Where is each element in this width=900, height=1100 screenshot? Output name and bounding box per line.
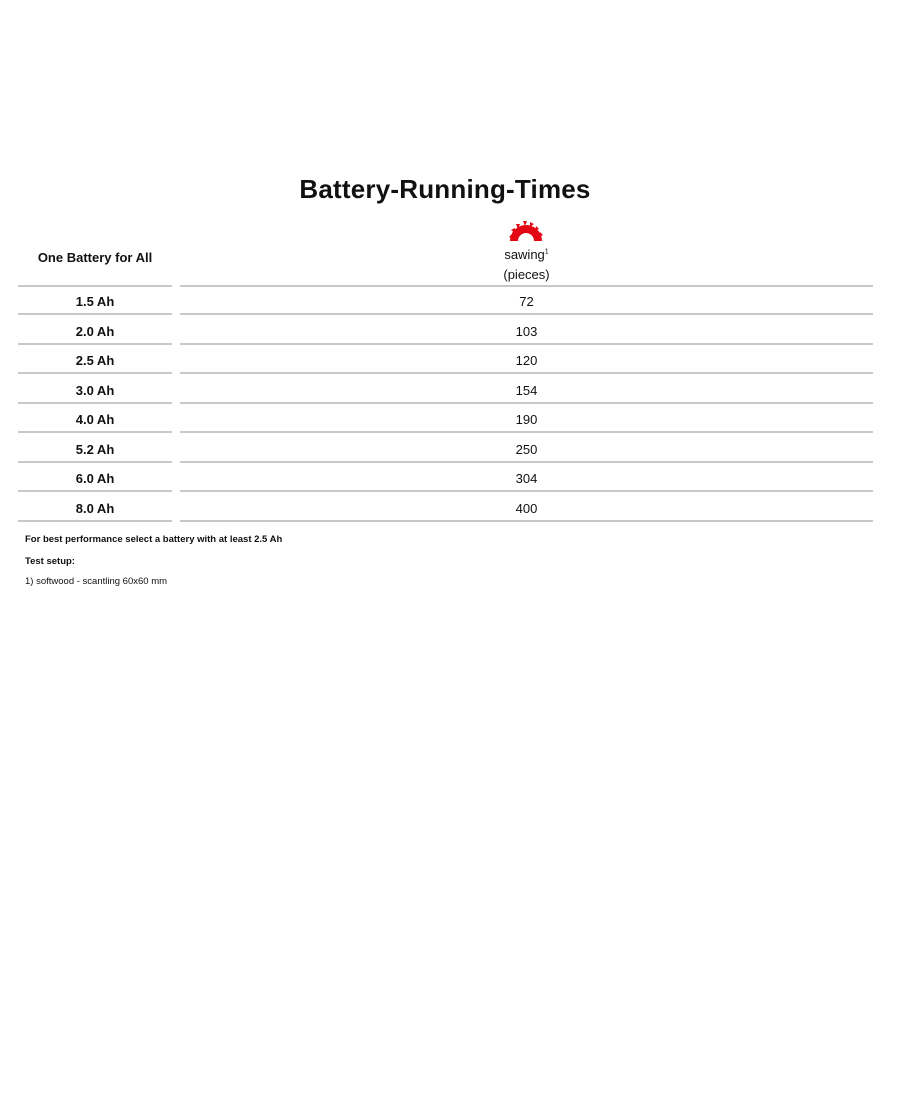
footnote-marker: 1 — [544, 248, 549, 256]
sawing-pieces: 304 — [515, 471, 538, 486]
sawing-unit: (pieces) — [503, 267, 550, 282]
battery-capacity: 5.2 Ah — [75, 441, 115, 457]
sawing-pieces: 154 — [515, 382, 538, 398]
table-rule — [180, 520, 873, 522]
table-row — [0, 315, 900, 345]
sawing-pieces: 103 — [515, 323, 538, 339]
table-row — [0, 285, 900, 315]
sawing-pieces: 190 — [515, 412, 538, 427]
test-setup-heading: Test setup: — [25, 556, 75, 567]
battery-capacity: 3.0 Ah — [75, 382, 115, 398]
running-times-table — [0, 285, 900, 521]
table-rule — [18, 520, 172, 522]
table-row — [0, 344, 900, 374]
performance-note: For best performance select a battery with at least 2.5 Ah — [25, 534, 283, 545]
battery-capacity: 4.0 Ah — [75, 412, 115, 427]
table-row — [0, 492, 900, 522]
battery-capacity: 8.0 Ah — [75, 500, 115, 516]
table-row — [0, 403, 900, 433]
sawing-pieces: 120 — [515, 353, 538, 368]
page-title: Battery-Running-Times — [299, 174, 591, 204]
column-header-battery: One Battery for All — [37, 250, 153, 265]
battery-capacity: 2.0 Ah — [75, 323, 115, 339]
battery-capacity: 2.5 Ah — [75, 353, 115, 368]
table-row — [0, 374, 900, 404]
battery-capacity: 1.5 Ah — [75, 294, 115, 309]
table-row — [0, 462, 900, 492]
sawing-label: sawing$^1$ — [504, 247, 549, 262]
test-setup-item: 1) softwood - scantling 60x60 mm — [25, 576, 168, 587]
circular-saw-icon — [508, 221, 544, 241]
column-header-sawing — [180, 245, 873, 285]
sawing-pieces: 250 — [515, 441, 538, 457]
sawing-pieces: 72 — [519, 294, 534, 309]
battery-capacity: 6.0 Ah — [75, 471, 115, 486]
sawing-pieces: 400 — [515, 500, 538, 516]
table-row — [0, 433, 900, 463]
